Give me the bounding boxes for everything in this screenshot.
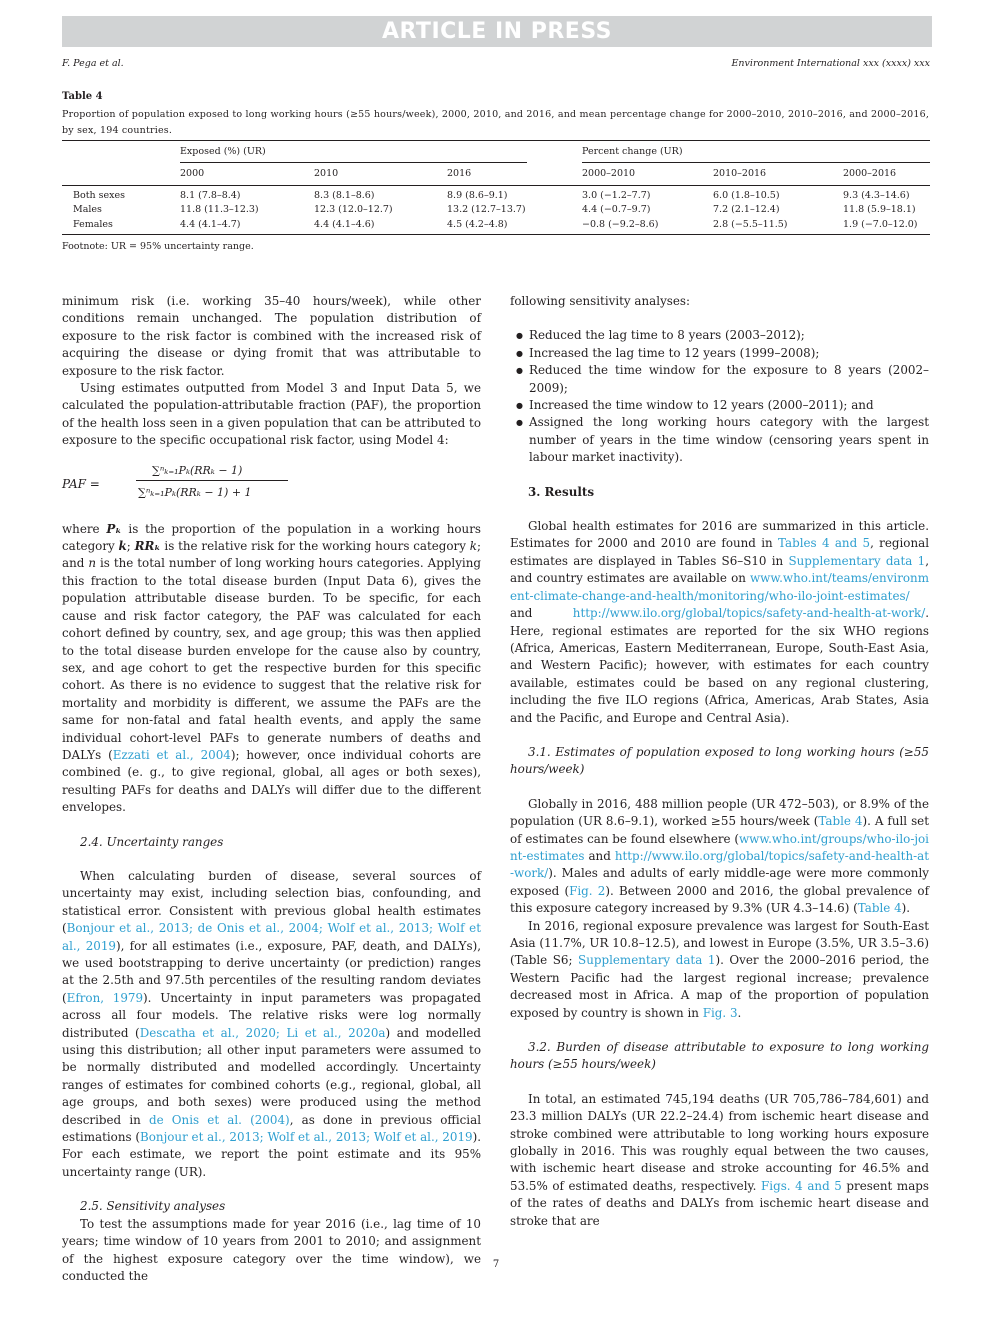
table-title: Table 4	[62, 91, 103, 102]
section-heading-2-4: 2.4. Uncertainty ranges	[80, 834, 224, 849]
paragraph: To test the assumptions made for year 2016 (i.e., lag time of 10 years; time window of 10 years from 2001 to 2010; and assignment of the highest exposure category over the time window), we conducted the	[62, 1216, 481, 1283]
table-cell: 2.8 (−5.5–11.5)	[713, 219, 788, 230]
left-column	[62, 293, 481, 1285]
list-item: ● Increased the lag time to 12 years (1999–2008);	[510, 345, 929, 362]
list-item: ● Assigned the long working hours category with the largest number of years in the time window (censoring years spent in labour market inactivity).	[510, 414, 929, 466]
citation-link[interactable]: Descatha et al., 2020; Li et al., 2020a	[139, 1025, 386, 1040]
table-cell: 8.9 (8.6–9.1)	[447, 190, 508, 201]
paragraph: In 2016, regional exposure prevalence was largest for South-East Asia (11.7%, UR 10.8–12.5), and lowest in Europe (3.5%, UR 3.5–3.6) (Table S6; Supplementary data 1). Over the 2000–2016 period, the Western Pacific had the largest regional increase; prevalence decreased most in Africa. A map of the proportion of population exposed by country is shown in Fig. 3.	[510, 918, 929, 1020]
fraction-bar	[136, 480, 288, 481]
equation-numerator: ∑ⁿₖ₌₁Pₖ(RRₖ − 1)	[152, 463, 243, 477]
paf-equation	[62, 460, 481, 515]
table-cell: 8.3 (8.1–8.6)	[314, 190, 375, 201]
table-cell: 11.8 (11.3–12.3)	[180, 204, 259, 215]
list-item: ● Reduced the time window for the exposure to 8 years (2002–2009);	[510, 362, 929, 397]
section-heading-3: 3. Results	[528, 484, 595, 499]
table-cell: 4.5 (4.2–4.8)	[447, 219, 508, 230]
table-cell: 6.0 (1.8–10.5)	[713, 190, 780, 201]
figure-link[interactable]: Figs. 4 and 5	[761, 1178, 842, 1193]
table-link[interactable]: Table 4	[857, 901, 902, 916]
equation-lhs: PAF =	[62, 476, 100, 491]
table-row-label: Females	[73, 219, 113, 230]
supplementary-link[interactable]: Supplementary data 1	[578, 953, 716, 968]
table-cell: 4.4 (4.1–4.7)	[180, 219, 241, 230]
table-cell: 4.4 (4.1–4.6)	[314, 219, 375, 230]
url-link[interactable]: http://www.ilo.org/global/topics/safety-and-health-at-work/	[572, 606, 926, 621]
table-group-header-change: Percent change (UR)	[582, 146, 683, 157]
equation-denominator: ∑ⁿₖ₌₁Pₖ(RRₖ − 1) + 1	[138, 485, 252, 499]
paragraph: following sensitivity analyses:	[510, 294, 691, 308]
table-cell: 13.2 (12.7–13.7)	[447, 204, 526, 215]
running-header-authors: F. Pega et al.	[62, 58, 124, 69]
paragraph: When calculating burden of disease, several sources of uncertainty may exist, including selection bias, confounding, and statistical error. Consistent with previous global health estimates (Bonjour et al., 2013; de Onis et al., 2004; Wolf et al., 2013; Wolf et al., 2019), for all estimates (i.e., exposure, PAF, death, and DALYs), we used bootstrapping to derive uncertainty (or prediction) ranges at the 2.5th and 97.5th percentiles of the resulting random deviates (Efron, 1979). Uncertainty in input parameters was propagated across all four models. The relative risks were log normally distributed (Descatha et al., 2020; Li et al., 2020a) and modelled using this distribution; all other input parameters were assumed to be normally distributed and modelled accordingly. Uncertainty ranges of estimates for combined cohorts (e.g., regional, global, all age groups, and both sexes) were produced using the method described in de Onis et al. (2004), as done in previous official estimations (Bonjour et al., 2013; Wolf et al., 2013; Wolf et al., 2019). For each estimate, we report the point estimate and its 95% uncertainty range (UR).	[62, 868, 482, 1179]
table-caption: Proportion of population exposed to long working hours (≥55 hours/week), 2000, 2010, and 2016, and mean percentage change for 2000–2010, 2010–2016, and 2000–2016, by sex, 194 countries.	[62, 109, 930, 136]
paragraph: where Pₖ is the proportion of the population in a working hours category k; RRₖ is the relative risk for the working hours category k; and n is the total number of long working hours categories. Applying this fraction to the total disease burden (Input Data 6), gives the population attributable disease burden. To be specific, for each cause and risk factor category, the PAF was calculated for each cohort defined by country, sex, and age group; this was then applied to the total disease burden envelope for the cause also by country, sex, and age cohort to get the respective burden for this specific cohort. As there is no evidence to suggest that the relative risk for mortality and morbidity is different, we assume the PAFs are the same for non-fatal and fatal health events, and apply the same individual cohort-level PAFs to generate numbers of deaths and DALYs (Ezzati et al., 2004); however, once individual cohorts are combined (e. g., to give regional, global, all ages or both sexes), resulting PAFs for deaths and DALYs will differ due to the different envelopes.	[62, 521, 482, 815]
table-cell: 8.1 (7.8–8.4)	[180, 190, 241, 201]
citation-link[interactable]: Ezzati et al., 2004	[112, 747, 231, 762]
table-footnote: Footnote: UR = 95% uncertainty range.	[62, 241, 254, 252]
citation-link[interactable]: Bonjour et al., 2013; de Onis et al., 2004; Wolf et al., 2013; Wolf et al., 2019	[62, 921, 481, 953]
table-bottom-rule	[62, 234, 930, 235]
section-heading-3-2: 3.2. Burden of disease attributable to exposure to long working hours (≥55 hours/week)	[510, 1040, 929, 1072]
paragraph: In total, an estimated 745,194 deaths (UR 705,786–784,601) and 23.3 million DALYs (UR 22.2–24.4) from ischemic heart disease and stroke combined were attributable to long working hours exposure globally in 2016. This was roughly equal between the two causes, with ischemic heart disease and stroke accounting for 46.5% and 53.5% of estimated deaths, respectively. Figs. 4 and 5 present maps of the rates of deaths and DALYs from ischemic heart disease and stroke that are	[510, 1091, 930, 1228]
table-col-header: 2000–2010	[582, 168, 636, 179]
url-link[interactable]: www.who.int/teams/environment-climate-change-and-health/monitoring/who-ilo-joint-estimates/	[510, 571, 929, 603]
article-in-press-banner: ARTICLE IN PRESS	[62, 16, 932, 47]
figure-link[interactable]: Fig. 3	[702, 1005, 738, 1020]
table-col-header: 2010–2016	[713, 168, 767, 179]
paragraph: Global health estimates for 2016 are summarized in this article. Estimates for 2000 and 2010 are found in Tables 4 and 5, regional estimates are displayed in Tables S6–S10 in Supplementary data 1, and country estimates are available on www.who.int/teams/environment-climate-change-and-health/monitoring/who-ilo-joint-estimates/ and http://www.ilo.org/global/topics/safety-and-health-at-work/. Here, regional estimates are reported for the six WHO regions (Africa, Americas, Eastern Mediterranean, Europe, South-East Asia, and Western Pacific); however, with estimates for each country available, estimates could be based on any regional clustering, including the five ILO regions (Africa, Americas, Arab States, Asia and the Pacific, and Europe and Central Asia).	[510, 519, 930, 725]
running-header-journal: Environment International xxx (xxxx) xxx	[731, 58, 930, 69]
table-cell: 12.3 (12.0–12.7)	[314, 204, 393, 215]
table-cell: 1.9 (−7.0–12.0)	[843, 219, 918, 230]
table-col-header: 2010	[314, 168, 339, 179]
sensitivity-list	[510, 327, 929, 466]
paragraph: Globally in 2016, 488 million people (UR 472–503), or 8.9% of the population (UR 8.6–9.1), worked ≥55 hours/week (Table 4). A full set of estimates can be found elsewhere (www.who.int/groups/who-ilo-joint-estimates and http://www.ilo.org/global/topics/safety-and-health-at-work/). Males and adults of early middle-age were more commonly exposed (Fig. 2). Between 2000 and 2016, the global prevalence of this exposure category increased by 9.3% (UR 4.3–14.6) (Table 4).	[510, 796, 930, 916]
citation-link[interactable]: Bonjour et al., 2013; Wolf et al., 2013; Wolf et al., 2019	[140, 1130, 473, 1145]
url-link[interactable]: http://www.ilo.org/global/topics/safety-and-health-at-work/	[510, 848, 929, 881]
table-cell: −0.8 (−9.2–8.6)	[582, 219, 659, 230]
supplementary-link[interactable]: Supplementary data 1	[788, 553, 926, 568]
table-group-header-exposed: Exposed (%) (UR)	[180, 146, 266, 157]
table-cell: 11.8 (5.9–18.1)	[843, 204, 916, 215]
citation-link[interactable]: de Onis et al. (2004)	[148, 1112, 290, 1127]
table-cell: 3.0 (−1.2–7.7)	[582, 190, 651, 201]
citation-link[interactable]: Efron, 1979	[66, 990, 144, 1005]
list-item: ● Reduced the lag time to 8 years (2003–2012);	[510, 327, 929, 344]
figure-link[interactable]: Fig. 2	[569, 883, 606, 898]
table-top-rule	[62, 140, 930, 141]
page-number: 7	[492, 1259, 500, 1270]
paragraph: Using estimates outputted from Model 3 and Input Data 5, we calculated the population-attributable fraction (PAF), the proportion of the health loss seen in a given population that can be attributed to exposure to the specific occupational risk factor, using Model 4:	[62, 381, 481, 448]
table-group-rule-change	[582, 162, 930, 163]
section-heading-3-1: 3.1. Estimates of population exposed to long working hours (≥55 hours/week)	[510, 744, 929, 777]
paragraph: minimum risk (i.e. working 35–40 hours/week), while other conditions remain unchanged. The population distribution of exposure to the risk factor is combined with the increased risk of acquiring the disease or dying fromit that was attributable to exposure to the risk factor.	[62, 294, 481, 378]
table-link[interactable]: Tables 4 and 5	[778, 536, 871, 551]
table-col-header: 2016	[447, 168, 472, 179]
table-cell: 7.2 (2.1–12.4)	[713, 204, 780, 215]
list-item: ● Increased the time window to 12 years (2000–2011); and	[510, 397, 929, 414]
url-link[interactable]: www.who.int/groups/who-ilo-joint-estimates	[510, 831, 929, 863]
right-column	[510, 293, 929, 1230]
section-heading-2-5: 2.5. Sensitivity analyses	[80, 1199, 226, 1214]
table-link[interactable]: Table 4	[818, 814, 863, 829]
table-cell: 4.4 (−0.7–9.7)	[582, 204, 651, 215]
table-col-header: 2000	[180, 168, 205, 179]
table-row-label: Males	[73, 204, 102, 215]
table-cell: 9.3 (4.3–14.6)	[843, 190, 910, 201]
table-header-rule	[62, 185, 930, 186]
table-col-header: 2000–2016	[843, 168, 897, 179]
table-group-rule-exposed	[180, 162, 527, 163]
table-row-label: Both sexes	[73, 190, 126, 201]
